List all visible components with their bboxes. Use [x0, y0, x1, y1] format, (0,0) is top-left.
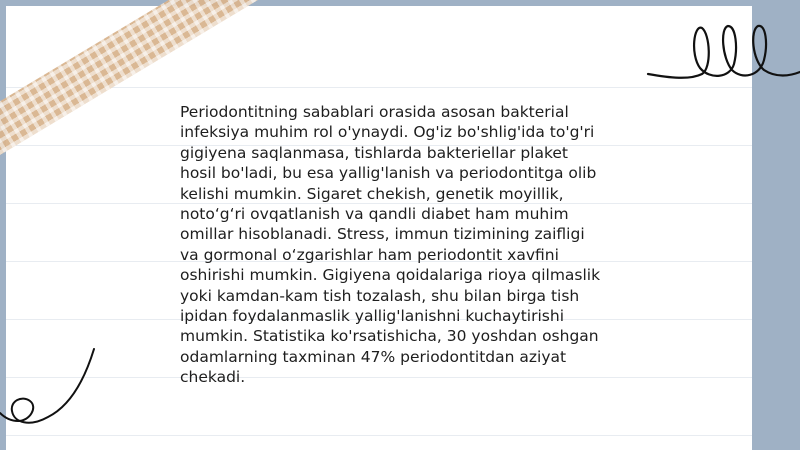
- body-paragraph: Periodontitning sabablari orasida asosan bakterial infeksiya muhim rol o'ynaydi. Og'iz bo'shlig'ida to'g'ri gigiyena saqlanmasa, tishlarda bakteriellar plaket hosil bo'ladi, bu esa yallig'lanish va periodontitga olib kelishi mumkin. Sigaret chekish, genetik moyillik, noto‘g‘ri ovqatlanish va qandli diabet ham muhim omillar hisoblanadi. Stress, immun tizimining zaifligi va gormonal o‘zgarishlar ham periodontit xavfini oshirishi mumkin. Gigiyena qoidalariga rioya qilmaslik yoki kamdan-kam tish tozalash, shu bilan birga tish ipidan foydalanmaslik yallig'lanishni kuchaytirishi mumkin. Statistika ko'rsatishicha, 30 yoshdan oshgan odamlarning taxminan 47% periodontitdan aziyat chekadi.: [180, 103, 601, 387]
- loop-squiggle-top-right-icon: [640, 14, 800, 84]
- loop-squiggle-bottom-left-icon: [0, 345, 110, 435]
